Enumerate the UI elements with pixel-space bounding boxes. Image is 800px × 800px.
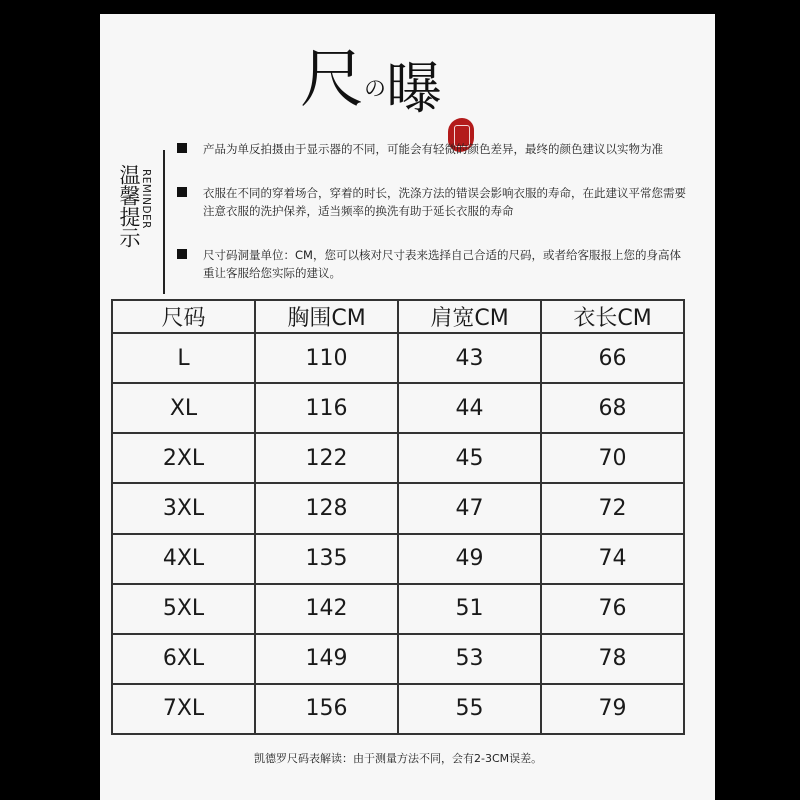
size-cell: 5XL: [112, 584, 255, 634]
size-cell: 4XL: [112, 534, 255, 584]
table-row: [112, 383, 684, 433]
reminder-title-cn: 温馨提示: [117, 164, 141, 248]
length-cell: 72: [541, 483, 684, 533]
tip-item: [177, 184, 687, 220]
size-cell: 7XL: [112, 684, 255, 734]
table-row: [112, 433, 684, 483]
reminder-title-en: REMINDER: [140, 169, 152, 229]
column-header-shoulder: 肩宽CM: [398, 300, 541, 333]
square-bullet-icon: [177, 249, 187, 259]
measurement-footnote: 凯德罗尺码表解读：由于测量方法不同，会有2-3CM误差。: [254, 752, 543, 765]
length-cell: 78: [541, 634, 684, 684]
length-cell: 68: [541, 383, 684, 433]
shoulder-cell: 47: [398, 483, 541, 533]
brand-char-2: の: [364, 77, 387, 102]
size-cell: 3XL: [112, 483, 255, 533]
length-cell: 79: [541, 684, 684, 734]
shoulder-cell: 49: [398, 534, 541, 584]
column-header-chest: 胸围CM: [255, 300, 398, 333]
table-row: [112, 684, 684, 734]
table-row: [112, 333, 684, 383]
tip-text: 衣服在不同的穿着场合，穿着的时长，洗涤方法的错误会影响衣服的寿命，在此建议平常您需要注意衣服的洗护保养，适当频率的换洗有助于延长衣服的寿命: [203, 186, 686, 218]
shoulder-cell: 43: [398, 333, 541, 383]
length-cell: 66: [541, 333, 684, 383]
size-cell: 6XL: [112, 634, 255, 684]
tip-text: 尺寸码洞量单位：CM，您可以核对尺寸表来选择自己合适的尺码，或者给客服报上您的身高体重让客服给您实际的建议。: [203, 248, 681, 280]
chest-cell: 122: [255, 433, 398, 483]
size-cell: XL: [112, 383, 255, 433]
table-header-row: [112, 300, 684, 333]
shoulder-cell: 51: [398, 584, 541, 634]
chest-cell: 156: [255, 684, 398, 734]
length-cell: 76: [541, 584, 684, 634]
size-table: [111, 299, 685, 735]
shoulder-cell: 44: [398, 383, 541, 433]
table-row: [112, 634, 684, 684]
shoulder-cell: 53: [398, 634, 541, 684]
chest-cell: 110: [255, 333, 398, 383]
brand-char-1: 尺: [300, 43, 364, 117]
column-header-length: 衣长CM: [541, 300, 684, 333]
tip-text: 产品为单反拍摄由于显示器的不同，可能会有轻微的颜色差异，最终的颜色建议以实物为准: [203, 142, 663, 156]
tip-item: [177, 140, 687, 158]
shoulder-cell: 45: [398, 433, 541, 483]
reminder-divider: [163, 150, 165, 294]
chest-cell: 128: [255, 483, 398, 533]
table-row: [112, 584, 684, 634]
column-header-size: 尺码: [112, 300, 255, 333]
brand-char-3: 曝: [386, 57, 442, 122]
table-row: [112, 483, 684, 533]
square-bullet-icon: [177, 187, 187, 197]
length-cell: 74: [541, 534, 684, 584]
shoulder-cell: 55: [398, 684, 541, 734]
chest-cell: 135: [255, 534, 398, 584]
tip-item: [177, 246, 687, 282]
size-cell: L: [112, 333, 255, 383]
brand-logo: [300, 40, 540, 150]
table-row: [112, 534, 684, 584]
size-chart-panel: [100, 14, 715, 800]
square-bullet-icon: [177, 143, 187, 153]
length-cell: 70: [541, 433, 684, 483]
size-cell: 2XL: [112, 433, 255, 483]
chest-cell: 149: [255, 634, 398, 684]
chest-cell: 116: [255, 383, 398, 433]
chest-cell: 142: [255, 584, 398, 634]
